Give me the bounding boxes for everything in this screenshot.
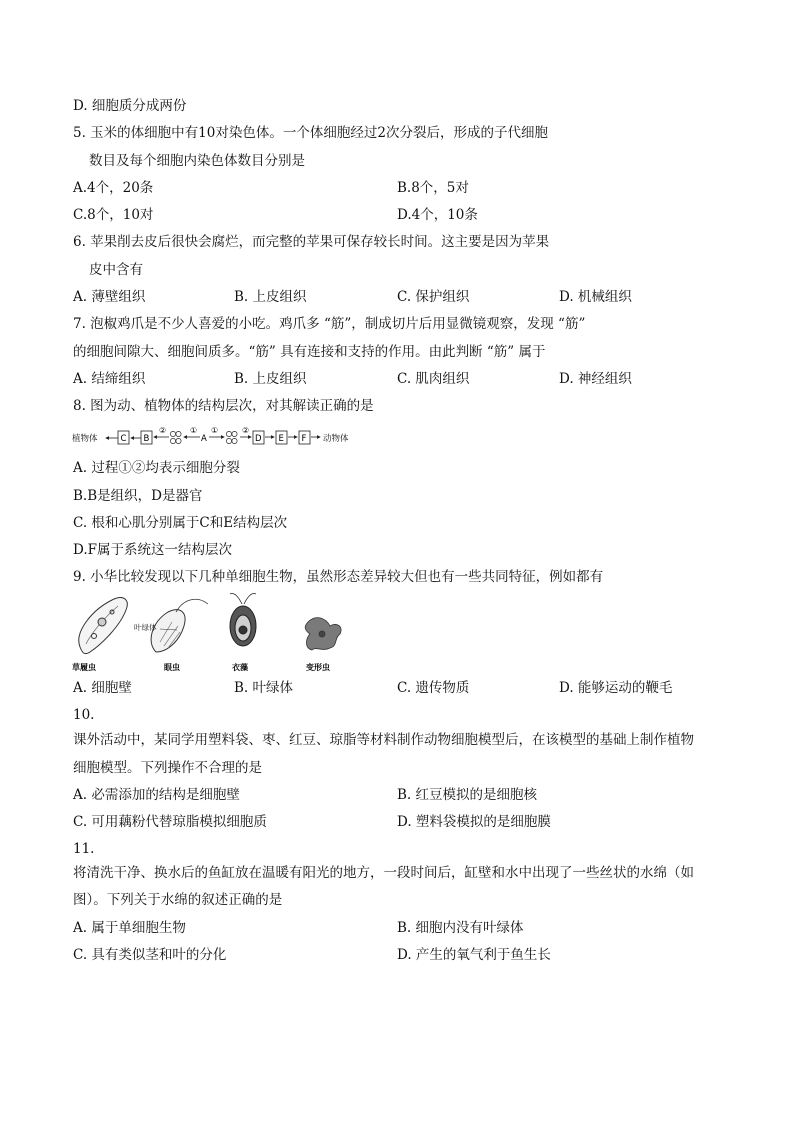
q11-option-a: A. 属于单细胞生物 <box>73 920 186 936</box>
label-euglena: 眼虫 <box>164 663 180 672</box>
q6-stem-line2: 皮中含有 <box>89 262 143 278</box>
diagram-box-e: E <box>278 434 284 444</box>
diagram-plant-label: 植物体 <box>72 434 98 444</box>
q7-option-c: C. 肌肉组织 <box>397 371 470 387</box>
q8-stem: 8. 图为动、植物体的结构层次，对其解读正确的是 <box>73 398 374 414</box>
q9-option-b: B. 叶绿体 <box>234 680 294 696</box>
label-amoeba: 变形虫 <box>306 663 330 672</box>
q5-option-a: A.4个，20条 <box>73 180 154 196</box>
single-cell-organisms-figure <box>72 592 362 672</box>
q9-stem: 9. 小华比较发现以下几种单细胞生物，虽然形态差异较大但也有一些共同特征，例如都有 <box>73 569 604 585</box>
q8-option-b: B.B是组织，D是器官 <box>73 488 203 504</box>
diagram-animal-label: 动物体 <box>323 434 349 444</box>
q11-option-d: D. 产生的氧气利于鱼生长 <box>397 947 551 963</box>
q7-option-b: B. 上皮组织 <box>234 371 307 387</box>
diagram-step-1-right: ① <box>211 426 219 435</box>
chloroplast-label: 叶绿体 <box>134 623 157 632</box>
q11-stem-line1: 将清洗干净、换水后的鱼缸放在温暖有阳光的地方，一段时间后，缸壁和水中出现了一些丝状的水绵（如 <box>73 865 694 881</box>
q5-option-d: D.4个，10条 <box>397 207 478 223</box>
chlamydomonas-icon <box>230 593 256 646</box>
q11-option-c: C. 具有类似茎和叶的分化 <box>73 947 227 963</box>
q11-number: 11. <box>73 841 95 857</box>
label-chlamydomonas: 衣藻 <box>232 663 248 672</box>
q9-option-c: C. 遗传物质 <box>397 680 470 696</box>
q7-stem-line2: 的细胞间隙大、细胞间质多。“筋” 具有连接和支持的作用。由此判断 “筋” 属于 <box>73 344 546 360</box>
q5-stem-line1: 5. 玉米的体细胞中有10对染色体。一个体细胞经过2次分裂后，形成的子代细胞 <box>73 125 548 141</box>
q10-option-c: C. 可用藕粉代替琼脂模拟细胞质 <box>73 814 267 830</box>
q7-option-d: D. 神经组织 <box>559 371 632 387</box>
structure-level-diagram <box>72 424 362 452</box>
q6-option-b: B. 上皮组织 <box>234 289 307 305</box>
cell-cluster-left-icon <box>170 431 181 443</box>
q9-option-a: A. 细胞壁 <box>73 680 132 696</box>
q11-stem-line2: 图）。下列关于水绵的叙述正确的是 <box>73 892 283 908</box>
q7-stem-line1: 7. 泡椒鸡爪是不少人喜爱的小吃。鸡爪多 “筋”，制成切片后用显微镜观察，发现 “筋” <box>73 316 586 332</box>
q10-option-d: D. 塑料袋模拟的是细胞膜 <box>397 814 551 830</box>
diagram-box-b: B <box>143 434 150 444</box>
q6-stem-line1: 6. 苹果削去皮后很快会腐烂，而完整的苹果可保存较长时间。这主要是因为苹果 <box>73 234 550 250</box>
diagram-box-d: D <box>255 434 262 444</box>
q10-stem-line2: 细胞模型。下列操作不合理的是 <box>73 760 262 776</box>
amoeba-icon <box>305 618 341 650</box>
diagram-box-a: A <box>201 434 207 444</box>
diagram-step-1-left: ① <box>190 426 198 435</box>
diagram-step-2-left: ② <box>159 426 167 435</box>
euglena-icon <box>151 599 208 652</box>
q5-stem-line2: 数目及每个细胞内染色体数目分别是 <box>89 153 305 169</box>
q10-option-b: B. 红豆模拟的是细胞核 <box>397 787 538 803</box>
q5-option-c: C.8个，10对 <box>73 207 154 223</box>
q8-option-d: D.F属于系统这一结构层次 <box>73 542 233 558</box>
q10-stem-line1: 课外活动中，某同学用塑料袋、枣、红豆、琼脂等材料制作动物细胞模型后，在该模型的基础上制作植物 <box>73 732 694 748</box>
q4-option-d: D. 细胞质分成两份 <box>73 98 187 114</box>
q7-option-a: A. 结缔组织 <box>73 371 146 387</box>
cell-cluster-right-icon <box>226 431 237 443</box>
q6-option-d: D. 机械组织 <box>559 289 632 305</box>
q8-option-a: A. 过程①②均表示细胞分裂 <box>73 460 240 476</box>
q9-option-d: D. 能够运动的鞭毛 <box>559 680 673 696</box>
q8-option-c: C. 根和心肌分别属于C和E结构层次 <box>73 515 288 531</box>
q6-option-a: A. 薄壁组织 <box>73 289 146 305</box>
diagram-box-c: C <box>120 434 127 444</box>
q10-option-a: A. 必需添加的结构是细胞壁 <box>73 787 240 803</box>
q10-number: 10. <box>73 707 95 723</box>
q6-option-c: C. 保护组织 <box>397 289 470 305</box>
q11-option-b: B. 细胞内没有叶绿体 <box>397 920 524 936</box>
paramecium-icon <box>79 598 127 654</box>
diagram-step-2-right: ② <box>242 426 250 435</box>
diagram-box-f: F <box>301 434 307 444</box>
label-paramecium: 草履虫 <box>72 663 96 672</box>
q5-option-b: B.8个，5对 <box>397 180 469 196</box>
